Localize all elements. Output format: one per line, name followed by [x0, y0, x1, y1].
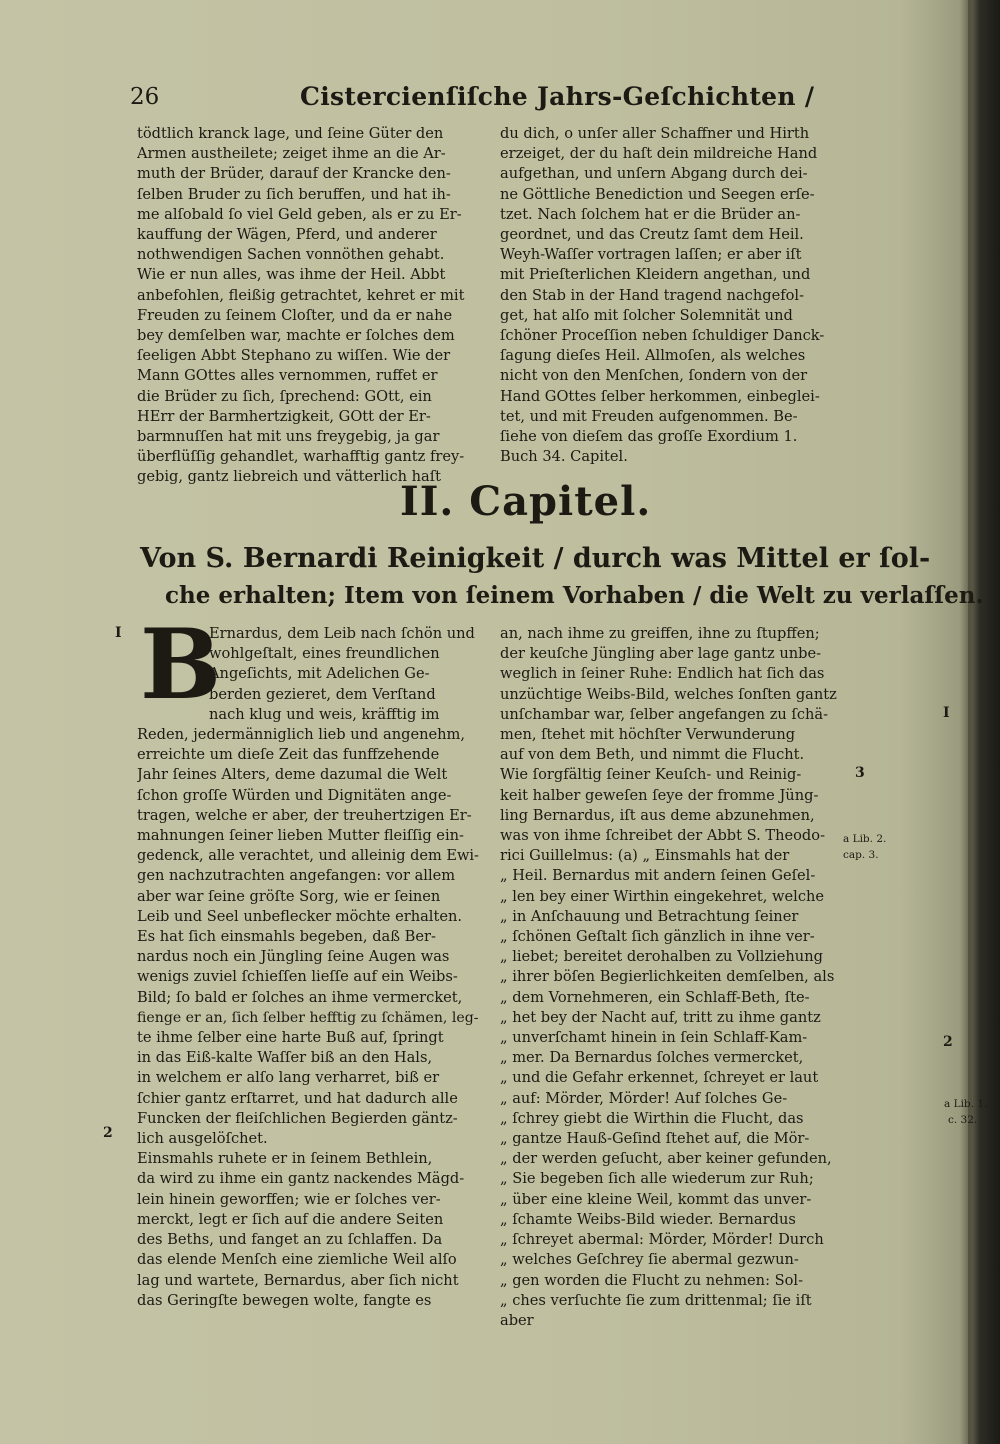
text-line: den Stab in der Hand tragend nachgefol- [500, 286, 805, 304]
text-line: auf von dem Beth, und nimmt die Flucht. [500, 746, 805, 764]
text-line: „ ches verſuchte ſie zum drittenmal; ſie iſt [500, 1291, 812, 1309]
text-line: „ ſchrey giebt die Wirthin die Flucht, das [500, 1109, 804, 1127]
text-line: bey demſelben war, machte er ſolches dem [137, 327, 455, 345]
text-line: weglich in ſeiner Ruhe: Endlich hat ſich das [500, 665, 825, 683]
text-line: me alſobald ſo viel Geld geben, als er zu Er- [137, 205, 462, 223]
text-line: lag und wartete, Bernardus, aber ſich nicht [137, 1271, 459, 1289]
chapter-subtitle-line-1: Von S. Bernardi Reinigkeit / durch was Mittel er ſol- [140, 543, 931, 574]
page-number: 26 [130, 84, 160, 110]
running-title: Cistercienſiſche Jahrs-Geſchichten / [300, 82, 815, 111]
text-line: Reden, jedermänniglich lieb und angenehm, [137, 726, 466, 744]
text-line: „ ſchreyet abermal: Mörder, Mörder! Durch [500, 1231, 824, 1249]
text-line: unzüchtige Weibs-Bild, welches ſonſten gantz [500, 685, 837, 703]
drop-cap: B [140, 608, 222, 721]
text-line: du dich, o unſer aller Schaffner und Hirth [500, 125, 810, 142]
text-line: „ Heil. Bernardus mit andern ſeinen Geſel- [500, 867, 816, 885]
text-line: „ dem Vornehmeren, ein Schlaff-Beth, ſte- [500, 988, 810, 1006]
text-line: ling Bernardus, iſt aus deme abzunehmen, [500, 806, 815, 824]
text-line: Mann GOttes alles vernommen, ruffet er [137, 367, 438, 385]
text-line: tragen, welche er aber, der treuhertzigen Er- [137, 806, 472, 824]
text-line: „ len bey einer Wirthin eingekehret, welche [500, 887, 825, 905]
text-line: merckt, legt er ſich auf die andere Seiten [137, 1210, 444, 1228]
text-line: „ welches Geſchrey ſie abermal gezwun- [500, 1251, 799, 1269]
body-column-left [137, 608, 479, 1311]
text-line: aufgethan, und unſern Abgang durch dei- [500, 165, 808, 183]
text-line: kauffung der Wägen, Pferd, und anderer [137, 226, 437, 244]
text-line: mit Prieſterlichen Kleidern angethan, und [500, 266, 811, 284]
body-column-right [500, 624, 842, 1331]
text-line: lein hinein geworffen; wie er ſolches ver- [137, 1190, 441, 1208]
text-line: „ gantze Hauß-Geſind ſtehet auf, die Mör- [500, 1130, 810, 1148]
text-line: Freuden zu ſeinem Cloſter, und da er nahe [137, 306, 453, 324]
text-line: fienge er an, ſich ſelber hefftig zu ſchämen, leg- [137, 1009, 479, 1026]
top-column-left [137, 124, 479, 488]
margin-reference-a-1: a Lib. 2. [843, 833, 887, 845]
text-line: unſchambar war, ſelber angefangen zu ſchä- [500, 705, 829, 723]
text-line: ſelben Bruder zu ſich beruffen, und hat ih- [137, 185, 451, 203]
text-line: gebig, gantz liebreich und vätterlich haſt [137, 468, 442, 486]
chapter-heading: II. Capitel. [400, 478, 652, 525]
text-line: te ihme ſelber eine harte Buß auf, ſpringt [137, 1029, 444, 1047]
text-line: ſchier gantz erſtarret, und hat dadurch alle [137, 1089, 458, 1107]
text-line: anbefohlen, fleißig getrachtet, kehret er mit [137, 286, 465, 304]
text-line: Armen austheilete; zeiget ihme an die Ar- [137, 145, 446, 163]
text-line: „ der werden geſucht, aber keiner gefunden, [500, 1150, 832, 1168]
text-line: in welchem er alſo lang verharret, biß er [137, 1069, 440, 1087]
text-line: an, nach ihme zu greiffen, ihne zu ſtupffen; [500, 625, 820, 642]
text-line: „ in Anſchauung und Betrachtung ſeiner [500, 907, 799, 925]
text-line: „ het bey der Nacht auf, tritt zu ihme gantz [500, 1008, 821, 1026]
margin-reference-a-2: cap. 3. [843, 849, 879, 861]
text-line: „ ſchamte Weibs-Bild wieder. Bernardus [500, 1210, 796, 1228]
text-line: wenigs zuviel ſchieſſen lieſſe auf ein Weibs- [137, 968, 458, 986]
text-line: Weyh-Waſſer vortragen laſſen; er aber iſt [500, 246, 802, 264]
margin-reference-b-1: a Lib. 1. [944, 1098, 988, 1110]
text-line: des Beths, und fanget an zu ſchlaffen. Da [137, 1231, 443, 1249]
text-line: da wird zu ihme ein gantz nackendes Mägd- [137, 1170, 465, 1188]
text-line: barmnuſſen hat mit uns freygebig, ja gar [137, 428, 440, 446]
margin-number-right-3: 3 [855, 765, 865, 781]
text-line: erzeiget, der du haſt dein mildreiche Hand [500, 145, 818, 163]
text-line: wohlgeſtalt, eines freundlichen [209, 645, 440, 663]
text-line: Angeſichts, mit Adelichen Ge- [209, 665, 430, 683]
margin-number-left-1: I [115, 625, 122, 641]
top-column-right [500, 124, 840, 467]
text-line: men, ſtehet mit höchſter Verwunderung [500, 726, 796, 744]
text-line: Wie er nun alles, was ihme der Heil. Abbt [137, 266, 446, 284]
text-line: muth der Brüder, darauf der Krancke den- [137, 165, 451, 183]
text-line: Jahr ſeines Alters, deme dazumal die Welt [137, 766, 448, 784]
text-line: berden gezieret, dem Verſtand [209, 685, 436, 703]
text-line: Wie ſorgfältig ſeiner Keuſch- und Reinig- [500, 766, 802, 784]
text-line: nothwendigen Sachen vonnöthen gehabt. [137, 246, 445, 264]
text-line: aber war ſeine gröſte Sorg, wie er ſeinen [137, 887, 441, 905]
text-line: „ ihrer böſen Begierlichkeiten demſelben, als [500, 968, 835, 986]
text-line: die Brüder zu ſich, ſprechend: GOtt, ein [137, 387, 432, 405]
text-line: der keuſche Jüngling aber lage gantz unbe- [500, 645, 822, 663]
text-line: rici Guillelmus: (a) „ Einsmahls hat der [500, 847, 790, 865]
text-line: das elende Menſch eine ziemliche Weil alſo [137, 1251, 457, 1269]
text-line: mahnungen ſeiner lieben Mutter fleiſſig ein- [137, 827, 464, 845]
text-line: nardus noch ein Jüngling ſeine Augen was [137, 948, 450, 966]
text-line: nicht von den Menſchen, ſondern von der [500, 367, 808, 385]
text-line: ſchon groſſe Würden und Dignitäten ange- [137, 786, 452, 804]
margin-number-right-2: 2 [943, 1034, 953, 1050]
text-line: Leib und Seel unbeflecker möchte erhalten. [137, 907, 463, 925]
text-line: geordnet, und das Creutz ſamt dem Heil. [500, 226, 804, 244]
text-line: „ Sie begeben ſich alle wiederum zur Ruh; [500, 1170, 814, 1188]
margin-number-left-2: 2 [103, 1125, 113, 1141]
text-line: ne Göttliche Benediction und Seegen erſe- [500, 185, 815, 203]
text-line: „ auf: Mörder, Mörder! Auf ſolches Ge- [500, 1089, 788, 1107]
text-line: in das Eiß-kalte Waſſer biß an den Hals, [137, 1049, 433, 1067]
text-line: lich ausgelöſchet. [137, 1130, 268, 1148]
text-line: keit halber geweſen ſeye der fromme Jüng- [500, 786, 819, 804]
text-line: überflüſſig gehandlet, warhafftig gantz frey- [137, 448, 465, 466]
text-line: ſagung dieſes Heil. Allmoſen, als welches [500, 347, 806, 365]
text-line: nach klug und weis, kräfftig im [209, 705, 440, 723]
text-line: tet, und mit Freuden aufgenommen. Be- [500, 407, 798, 425]
text-line: gen nachzutrachten angefangen: vor allem [137, 867, 456, 885]
text-line: Ernardus, dem Leib nach ſchön und [209, 625, 475, 642]
chapter-subtitle-line-2: che erhalten; Item von ſeinem Vorhaben / die Welt zu verlaſſen. [165, 582, 984, 609]
text-line: Es hat ſich einsmahls begeben, daß Ber- [137, 928, 436, 946]
text-line: Bild; ſo bald er ſolches an ihme vermercket, [137, 988, 463, 1006]
margin-reference-b-2: c. 32. [948, 1114, 978, 1126]
text-line: ſiehe von dieſem das groſſe Exordium 1. [500, 428, 798, 446]
text-line: „ gen worden die Flucht zu nehmen: Sol- [500, 1271, 804, 1289]
text-line: tzet. Nach ſolchem hat er die Brüder an- [500, 205, 801, 223]
text-line: get, hat alſo mit ſolcher Solemnität und [500, 306, 793, 324]
text-line: erreichte um dieſe Zeit das funffzehende [137, 746, 440, 764]
text-line: das Geringſte bewegen wolte, fangte es [137, 1291, 432, 1309]
text-line: „ und die Gefahr erkennet, ſchreyet er laut [500, 1069, 819, 1087]
text-line: „ über eine kleine Weil, kommt das unver- [500, 1190, 812, 1208]
text-line: aber [500, 1311, 534, 1329]
text-line: was von ihme ſchreibet der Abbt S. Theodo- [500, 827, 825, 845]
text-line: HErr der Barmhertzigkeit, GOtt der Er- [137, 407, 431, 425]
text-line: Funcken der fleiſchlichen Begierden gäntz- [137, 1109, 458, 1127]
page-edge-rule [968, 0, 972, 1444]
text-line: „ mer. Da Bernardus ſolches vermercket, [500, 1049, 804, 1067]
text-line: ſchöner Proceſſion neben ſchuldiger Danck- [500, 327, 825, 345]
text-line: „ unverſchamt hinein in ſein Schlaff-Kam- [500, 1029, 808, 1047]
text-line: tödtlich kranck lage, und ſeine Güter den [137, 125, 444, 142]
text-line: „ liebet; bereitet derohalben zu Vollziehung [500, 948, 823, 966]
text-line: ſeeligen Abbt Stephano zu wiſſen. Wie der [137, 347, 451, 365]
text-line: gedenck, alle verachtet, und alleinig dem Ewi- [137, 848, 479, 865]
text-line: „ ſchönen Geſtalt ſich gänzlich in ihne ver- [500, 928, 815, 946]
margin-number-right-1: I [943, 705, 950, 721]
text-line: Hand GOttes ſelber herkommen, einbeglei- [500, 387, 820, 405]
text-line: Buch 34. Capitel. [500, 448, 628, 466]
text-line: Einsmahls ruhete er in ſeinem Bethlein, [137, 1150, 433, 1168]
